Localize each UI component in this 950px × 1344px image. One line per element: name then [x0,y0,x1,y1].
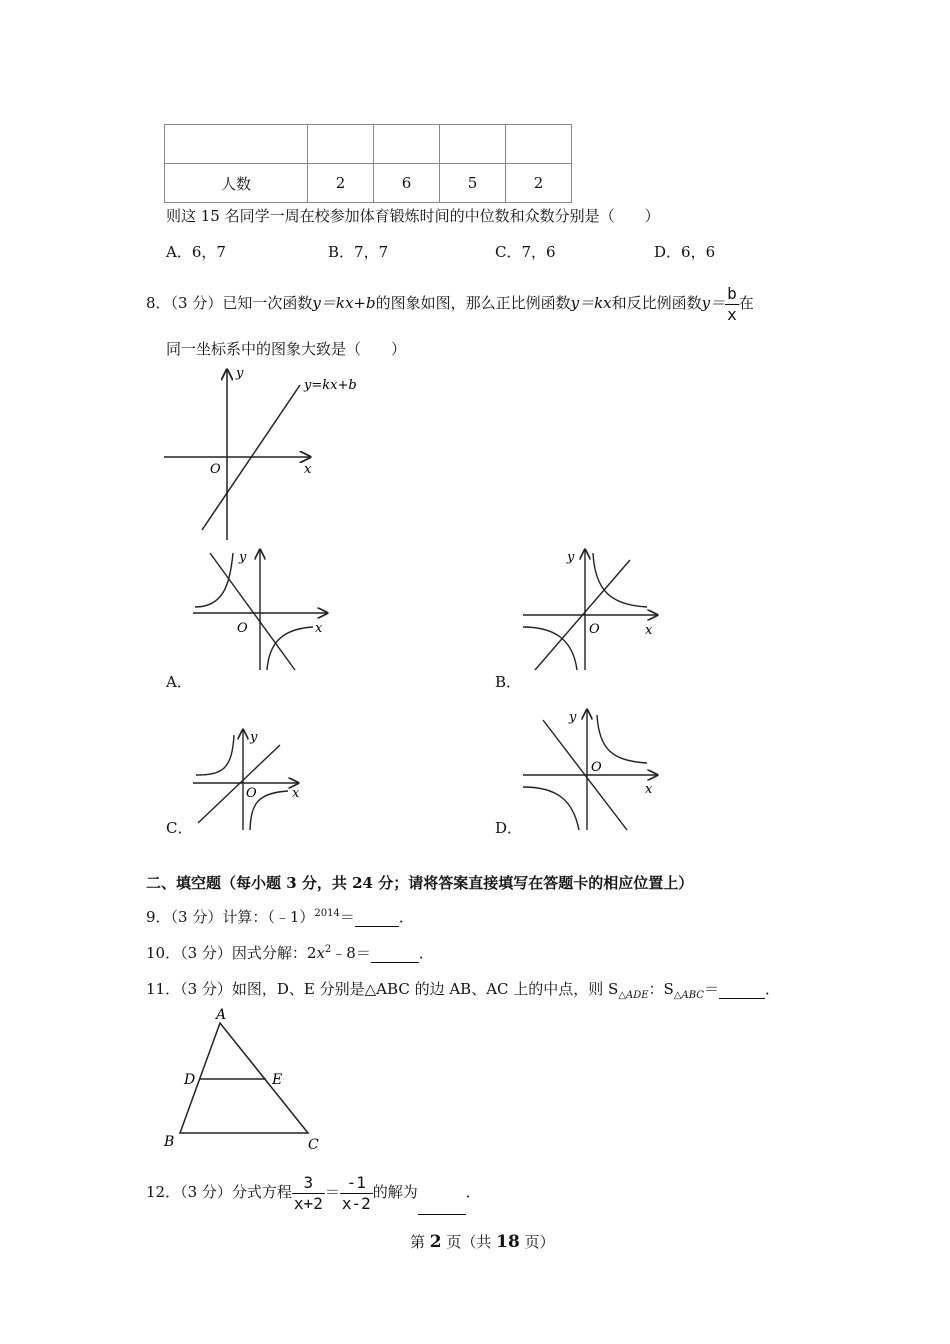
vertex-label-e: E [272,1072,283,1088]
question-number: 9． [146,908,171,926]
question-text: 和反比例函数 [611,294,702,312]
question-end: ． [398,908,414,926]
table-cell [165,125,308,164]
question-number: 10． [146,944,181,962]
equation: y＝kx [570,294,612,312]
question-text: 因式分解：2 [231,944,317,962]
exponent: 2 [324,944,332,955]
exponent: 2014 [314,908,340,919]
footer-text: 页（共 [441,1233,497,1251]
option-b: B．7，7 [328,243,389,261]
origin-label: O [591,760,602,775]
line-label: y=kx+b [304,378,357,393]
vertex-label-a: A [216,1007,227,1023]
footer-text: 第 [410,1233,430,1251]
variable: x [316,944,325,962]
triangle-figure [158,1005,328,1155]
question-text: 如图，D、E 分别是△ABC 的边 AB、AC 上的中点，则 S [231,980,619,998]
origin-label: O [210,462,221,477]
table-cell [308,125,374,164]
table-cell [374,125,440,164]
question-number: 8． [146,294,171,312]
question-text: ＝ [339,908,355,926]
table-cell: 2 [308,164,374,203]
table-row [165,125,572,164]
answer-blank[interactable] [355,908,399,927]
vertex-label-d: D [184,1072,196,1088]
graph-option-a-label: A． [166,673,192,691]
question-10 [146,942,434,963]
question-text: ＝ [703,980,719,998]
page-footer [410,1231,555,1252]
question-text: ：S [648,980,674,998]
y-label: y [239,550,247,565]
total-pages: 18 [496,1232,520,1252]
fraction-numerator: b [727,283,737,303]
origin-label: O [589,622,600,637]
hyperbola-branch [195,553,233,607]
page-number: 2 [429,1232,442,1252]
graph-option-d-label: D． [495,819,523,837]
graph-option-d [515,705,665,835]
question-score: （3 分） [180,1183,232,1201]
question-end: ． [418,944,434,962]
y-label: y [569,710,577,725]
question-end: ． [764,980,780,998]
graph-option-b-label: B． [495,673,522,691]
y-label: y [250,730,258,745]
fraction-denominator: x-2 [341,1193,371,1213]
question-text: 已知一次函数 [222,294,313,312]
x-label: x [292,786,300,801]
y-label: y [236,366,244,381]
question-9 [146,906,414,927]
hyperbola-branch [523,787,579,830]
footer-text: 页） [519,1233,555,1251]
table-cell: 5 [440,164,506,203]
table-row [165,164,572,203]
question-number: 12． [146,1183,181,1201]
question-8 [146,283,754,325]
hyperbola-branch [523,627,577,670]
question-text: ﹣8＝ [331,944,371,962]
question-text: 在 [738,294,754,312]
question-11 [146,978,780,1001]
fraction-denominator: x+2 [293,1193,323,1213]
graph-option-b [515,545,665,675]
question-text: 的图象如图，那么正比例函数 [375,294,571,312]
question-7-stem: 则这 15 名同学一周在校参加体育锻炼时间的中位数和众数分别是（ ） [166,207,660,225]
fraction [725,284,739,325]
question-end: ． [465,1183,481,1201]
main-linear-graph [160,365,370,545]
x-label: x [315,621,323,636]
table-cell: 6 [374,164,440,203]
equals-sign: ＝ [324,1183,340,1201]
section-title: 二、填空题（每小题 3 分，共 24 分；请将答案直接填写在答题卡的相应位置上） [146,874,694,892]
equation: y＝kx+b [312,294,376,312]
fraction-denominator: x [727,304,737,324]
fraction-numerator: -1 [340,1173,373,1194]
option-a: A．6，7 [166,243,226,261]
x-label: x [304,462,312,477]
hyperbola-branch [196,735,234,775]
vertex-label-c: C [308,1137,319,1153]
hyperbola-branch [593,553,647,607]
fraction [340,1173,373,1214]
x-label: x [645,623,653,638]
question-score: （3 分） [170,908,223,926]
question-8-line2: 同一坐标系中的图象大致是（ ） [166,340,407,358]
question-score: （3 分） [170,294,223,312]
question-text: 分式方程 [231,1183,292,1201]
option-c: C．7，6 [495,243,556,261]
question-text: 的解为 [372,1183,418,1201]
origin-label: O [246,786,257,801]
triangle-abc [180,1023,308,1133]
question-score: （3 分） [180,980,232,998]
proportional-line [210,553,295,670]
x-label: x [645,782,653,797]
answer-blank[interactable] [418,1170,466,1215]
question-score: （3 分） [180,944,232,962]
graph-option-c [188,725,318,835]
stats-table [164,124,572,203]
table-cell [506,125,572,164]
question-12 [146,1170,481,1215]
row-label: 人数 [165,164,308,203]
answer-blank[interactable] [719,980,765,999]
graph-option-a [185,545,335,675]
y-label: y [567,550,575,565]
fraction-numerator: 3 [292,1173,325,1194]
vertex-label-b: B [164,1134,175,1150]
fraction [292,1173,325,1214]
equation: y＝ [701,294,726,312]
question-text: 计算：（﹣1） [222,908,315,926]
answer-blank[interactable] [371,944,419,963]
table-cell: 2 [506,164,572,203]
graph-option-c-label: C． [166,819,193,837]
question-number: 11． [146,980,181,998]
subscript: △ADE [618,990,649,1001]
hyperbola-branch [597,715,647,763]
option-d: D．6，6 [654,243,716,261]
origin-label: O [237,621,248,636]
table-cell [440,125,506,164]
subscript: △ABC [673,990,704,1001]
proportional-line [198,745,280,823]
